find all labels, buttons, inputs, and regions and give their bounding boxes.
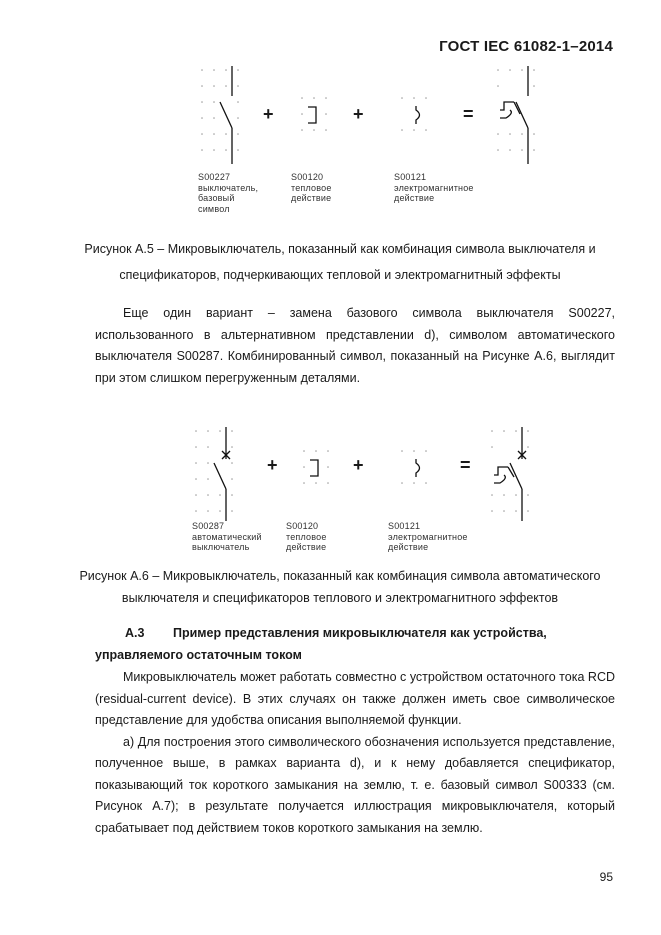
- section-title-line1: Пример представления микровыключателя как устройства,: [173, 626, 547, 640]
- electromagnetic-action-symbol: [398, 94, 434, 142]
- label-s00120: S00120 тепловое действие: [291, 172, 332, 203]
- equals-operator: =: [460, 455, 471, 475]
- thermal-action-symbol: [300, 447, 336, 495]
- label-s00120: S00120 тепловое действие: [286, 521, 327, 552]
- plus-operator: +: [263, 104, 274, 124]
- paragraph-rcd: Микровыключатель может работать совместно с устройством остаточного тока RCD (residual-current device). В этих случаях он также должен иметь свое символическое представление для удобства описания выполняемой функции. а) Для построения этого символического обозначения используется представление, полученное выше, в рамках варианта d), и к нему добавляется спецификатор, показывающий ток короткого замыкания на землю, т. е. базовый символ S00333 (см. Рисунок А.7); в результате получается иллюстрация микровыключателя, который срабатывает под действием токов короткого замыкания на землю.: [95, 670, 615, 835]
- section-number: A.3: [125, 626, 145, 640]
- combined-breaker-symbol: [488, 427, 540, 523]
- paragraph-variant: Еще один вариант – замена базового символа выключателя S00227, использованного в альтернативном представлении d), символом автоматического выключателя S00287. Комбинированный символ, показанный на Рисунке А.6, выглядит при этом слишком перегруженным деталями.: [95, 306, 615, 385]
- label-s00121: S00121 электромагнитное действие: [394, 172, 474, 203]
- section-heading: [125, 623, 547, 645]
- thermal-action-symbol: [298, 94, 334, 142]
- figure-a6-caption: Рисунок А.6 – Микровыключатель, показанный как комбинация символа автоматического выключателя и спецификаторов теплового и электромагнитного эффектов: [79, 569, 601, 605]
- figure-a5-caption: Рисунок А.5 – Микровыключатель, показанный как комбинация символа выключателя и спецификаторов, подчеркивающих тепловой и электромагнитный эффекты: [84, 242, 596, 282]
- combined-micro-switch-symbol: [494, 66, 546, 166]
- label-s00121: S00121 электромагнитное действие: [388, 521, 468, 552]
- circuit-breaker-symbol: [192, 427, 244, 523]
- equals-operator: =: [463, 104, 474, 124]
- label-s00227: S00227 выключатель, базовый символ: [198, 172, 259, 214]
- figure-a6: [0, 415, 661, 555]
- electromagnetic-action-symbol: [398, 447, 434, 495]
- switch-symbol: [198, 66, 250, 166]
- standard-header: ГОСТ IEC 61082-1–2014: [439, 38, 613, 55]
- label-s00287: S00287 автоматический выключатель: [192, 521, 262, 552]
- page-number: 95: [599, 870, 613, 884]
- plus-operator: +: [353, 455, 364, 475]
- section-heading-line2: управляемого остаточным током: [95, 648, 302, 662]
- figure-a5: [0, 60, 661, 220]
- plus-operator: +: [267, 455, 278, 475]
- plus-operator: +: [353, 104, 364, 124]
